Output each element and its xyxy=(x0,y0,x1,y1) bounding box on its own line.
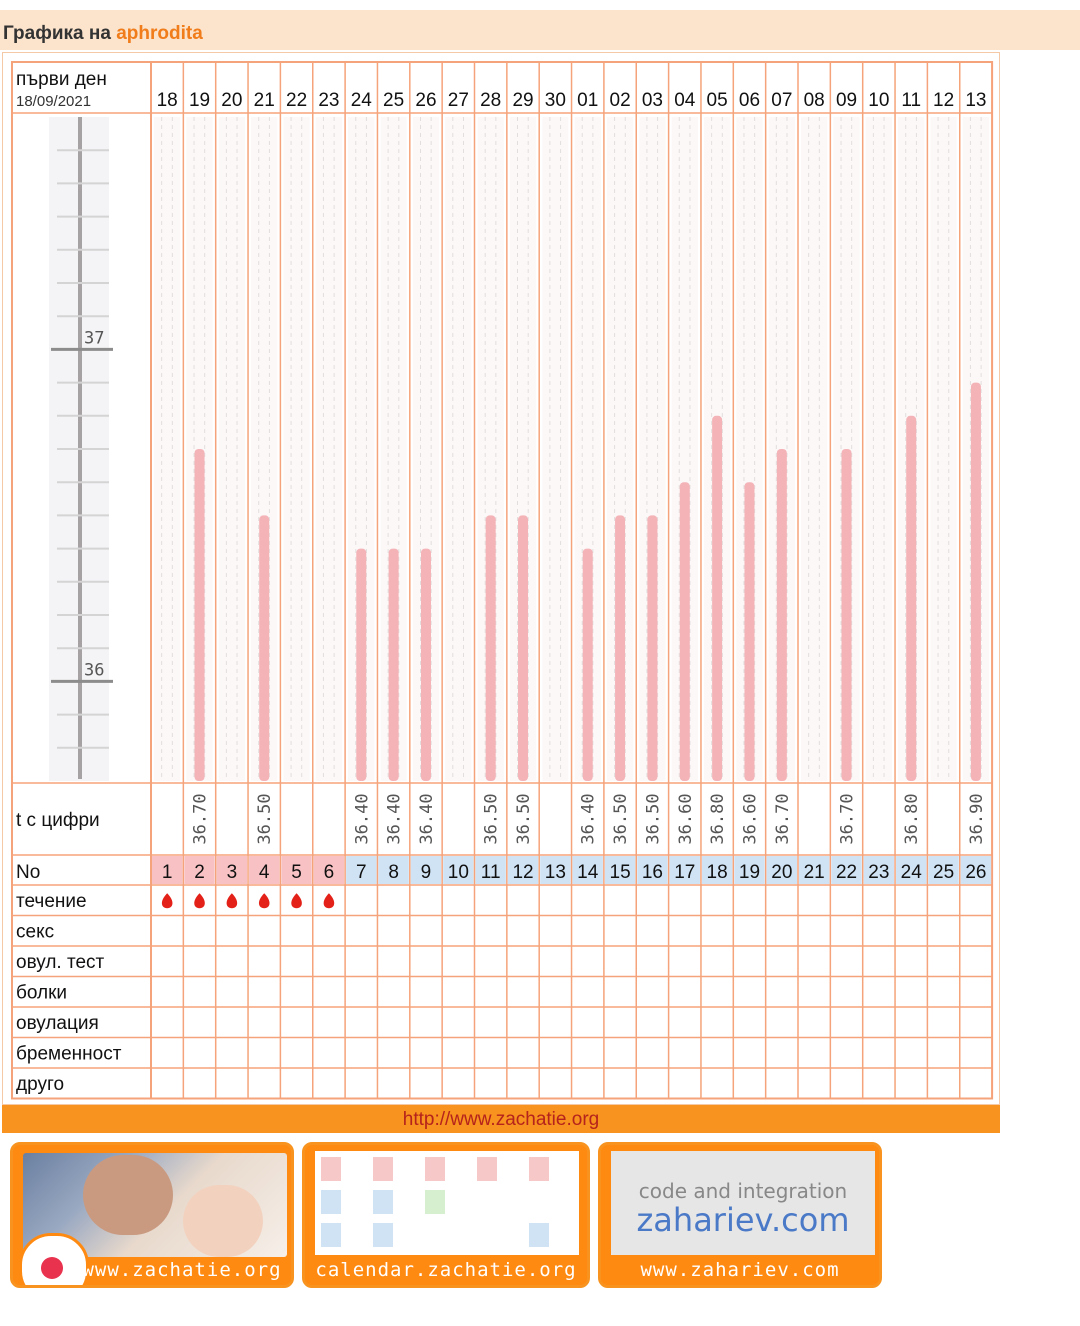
calendar-thumb-cell xyxy=(425,1223,445,1247)
calendar-thumb-cell xyxy=(321,1157,341,1181)
column-bg xyxy=(445,117,471,781)
temperature-bar xyxy=(356,549,366,781)
cycle-day-number: 26 xyxy=(965,862,987,883)
date-label: 29 xyxy=(512,90,534,111)
calendar-thumb-cell xyxy=(373,1223,393,1247)
date-label: 07 xyxy=(771,90,793,111)
cycle-day-number: 3 xyxy=(226,862,238,883)
flow-drop-icon xyxy=(291,893,302,908)
username-link[interactable]: aphrodita xyxy=(116,23,203,44)
row-label-pain: болки xyxy=(16,982,68,1004)
temperature-bar xyxy=(389,549,399,781)
temperature-value: 36.80 xyxy=(708,793,729,845)
column-bg xyxy=(219,117,245,781)
cycle-day-number: 18 xyxy=(706,862,728,883)
cycle-day-number: 23 xyxy=(868,862,890,883)
heart-icon xyxy=(41,1257,63,1279)
cycle-day-number: 19 xyxy=(738,862,761,883)
cycle-day-number: 2 xyxy=(194,862,205,883)
cycle-day-number: 25 xyxy=(933,862,955,883)
flow-drop-icon xyxy=(259,893,270,908)
cycle-day-number: 24 xyxy=(900,862,922,883)
cycle-day-number: 22 xyxy=(835,862,858,883)
first-day-date: 18/09/2021 xyxy=(16,93,92,110)
date-label: 09 xyxy=(835,90,858,111)
calendar-thumb-cell xyxy=(425,1190,445,1214)
date-label: 08 xyxy=(803,90,825,111)
temperature-value: 36.50 xyxy=(255,793,276,845)
date-label: 28 xyxy=(480,90,502,111)
title-bar xyxy=(0,10,1080,50)
flow-drop-icon xyxy=(162,893,173,908)
cycle-day-number: 8 xyxy=(388,862,399,883)
calendar-thumb-cell xyxy=(373,1157,393,1181)
top-strip xyxy=(0,0,1080,10)
temperature-bar xyxy=(712,416,722,781)
date-label: 22 xyxy=(286,90,308,111)
bbt-chart xyxy=(3,53,999,1104)
flow-drop-icon xyxy=(324,893,335,908)
temperature-value: 36.90 xyxy=(966,793,987,845)
banner-zachatie[interactable] xyxy=(10,1142,294,1288)
banner-zahariev[interactable] xyxy=(598,1142,882,1288)
temperature-value: 36.40 xyxy=(352,793,373,845)
temperature-value: 36.50 xyxy=(481,793,502,845)
calendar-thumb-cell xyxy=(529,1157,549,1181)
temperature-value: 36.40 xyxy=(416,793,437,845)
photo-father xyxy=(83,1155,173,1235)
cycle-day-number: 13 xyxy=(544,862,566,883)
date-label: 13 xyxy=(965,90,987,111)
date-label: 01 xyxy=(577,90,599,111)
row-label-flow: течение xyxy=(16,891,87,912)
column-bg xyxy=(316,117,342,781)
date-label: 18 xyxy=(156,90,178,111)
temperature-bar xyxy=(647,515,657,781)
banner-brand: zahariev.com xyxy=(636,1201,850,1239)
cycle-day-number: 14 xyxy=(577,862,599,883)
footer-bar xyxy=(2,1105,1000,1133)
date-label: 03 xyxy=(641,90,663,111)
temperature-bar xyxy=(195,449,205,781)
cycle-day-number: 11 xyxy=(480,862,501,883)
date-label: 12 xyxy=(933,90,955,111)
temperature-value: 36.50 xyxy=(611,793,632,845)
banner-calendar[interactable] xyxy=(302,1142,590,1288)
temperature-bar xyxy=(518,515,528,781)
calendar-thumb-cell xyxy=(425,1157,445,1181)
banner-tagline: code and integration xyxy=(638,1179,848,1203)
temperature-bar xyxy=(680,482,690,781)
cycle-day-number: 7 xyxy=(355,862,367,883)
column-bg xyxy=(930,117,956,781)
temperature-bar xyxy=(259,515,269,781)
temperature-value: 36.80 xyxy=(902,793,923,845)
temperature-bar xyxy=(744,482,754,781)
date-label: 11 xyxy=(901,90,922,111)
temperature-value: 36.50 xyxy=(514,793,535,845)
calendar-thumb-cell xyxy=(529,1190,549,1214)
temperature-bar xyxy=(906,416,916,781)
date-label: 30 xyxy=(544,90,566,111)
temperature-value: 36.40 xyxy=(578,793,599,845)
date-label: 26 xyxy=(415,90,437,111)
first-day-label: първи ден xyxy=(16,69,107,90)
row-label-sex: секс xyxy=(16,921,55,943)
temperature-value: 36.70 xyxy=(772,793,793,845)
row-label-ovulation: овулация xyxy=(16,1013,99,1034)
photo-child xyxy=(183,1185,263,1257)
cycle-day-number: 17 xyxy=(674,862,696,883)
date-label: 02 xyxy=(609,90,631,111)
y-tick-label: 37 xyxy=(84,328,105,349)
cycle-day-number: 15 xyxy=(609,862,631,883)
banner-label: calendar.zachatie.org xyxy=(315,1259,577,1281)
temperature-value: 36.70 xyxy=(837,793,858,845)
date-label: 27 xyxy=(447,90,469,111)
footer-url-link[interactable]: http://www.zachatie.org xyxy=(402,1109,600,1130)
temperature-bar xyxy=(615,515,625,781)
cycle-day-number: 4 xyxy=(258,862,270,883)
zahariev-panel xyxy=(611,1151,875,1255)
row-label-ovul-test: овул. тест xyxy=(16,952,105,973)
date-label: 23 xyxy=(318,90,340,111)
date-label: 21 xyxy=(253,90,275,111)
y-tick-label: 36 xyxy=(84,660,105,681)
cycle-day-number: 16 xyxy=(641,862,663,883)
calendar-thumb-cell xyxy=(321,1190,341,1214)
calendar-thumbnail xyxy=(315,1151,579,1255)
date-label: 25 xyxy=(383,90,405,111)
calendar-thumb-cell xyxy=(321,1223,341,1247)
temperature-value: 36.60 xyxy=(740,793,761,845)
cycle-day-number: 10 xyxy=(447,862,469,883)
column-bg xyxy=(542,117,568,781)
row-label-other: друго xyxy=(16,1074,65,1095)
temperature-bar xyxy=(583,549,593,781)
calendar-thumb-cell xyxy=(529,1223,549,1247)
date-label: 20 xyxy=(221,90,243,111)
date-label: 19 xyxy=(188,90,211,111)
chart-frame xyxy=(2,52,1000,1105)
temperature-bar xyxy=(777,449,787,781)
banner-label: www.zahariev.com xyxy=(640,1259,840,1281)
calendar-thumb-cell xyxy=(477,1157,497,1181)
row-label-t-numbers: t с цифри xyxy=(16,810,100,831)
banner-label: www.zachatie.org xyxy=(82,1259,282,1281)
flow-drop-icon xyxy=(194,893,205,908)
temperature-bar xyxy=(842,449,852,781)
cycle-day-number: 1 xyxy=(161,862,173,883)
flow-drop-icon xyxy=(227,893,238,908)
temperature-value: 36.60 xyxy=(675,793,696,845)
column-bg xyxy=(283,117,309,781)
date-label: 05 xyxy=(706,90,728,111)
date-label: 10 xyxy=(868,90,890,111)
temperature-value: 36.70 xyxy=(190,793,211,845)
cycle-day-number: 12 xyxy=(512,862,534,883)
temperature-bar xyxy=(421,549,431,781)
row-label-no: No xyxy=(16,862,41,883)
calendar-thumb-cell xyxy=(477,1223,497,1247)
cycle-day-number: 5 xyxy=(291,862,302,883)
cycle-day-number: 9 xyxy=(420,862,432,883)
cycle-day-number: 21 xyxy=(803,862,825,883)
date-label: 06 xyxy=(738,90,761,111)
temperature-bar xyxy=(971,383,981,781)
column-bg xyxy=(801,117,827,781)
cycle-day-number: 6 xyxy=(323,862,335,883)
row-label-pregnancy: бременност xyxy=(16,1043,122,1065)
title-prefix: Графика на xyxy=(3,23,117,44)
temperature-bar xyxy=(486,515,496,781)
temperature-value: 36.50 xyxy=(643,793,664,845)
date-label: 24 xyxy=(350,90,372,111)
column-bg xyxy=(866,117,892,781)
calendar-thumb-cell xyxy=(373,1190,393,1214)
calendar-thumb-cell xyxy=(477,1190,497,1214)
cycle-day-number: 20 xyxy=(771,862,793,883)
temperature-value: 36.40 xyxy=(384,793,405,845)
column-bg xyxy=(154,117,180,781)
page-title xyxy=(3,23,203,45)
date-label: 04 xyxy=(674,90,696,111)
